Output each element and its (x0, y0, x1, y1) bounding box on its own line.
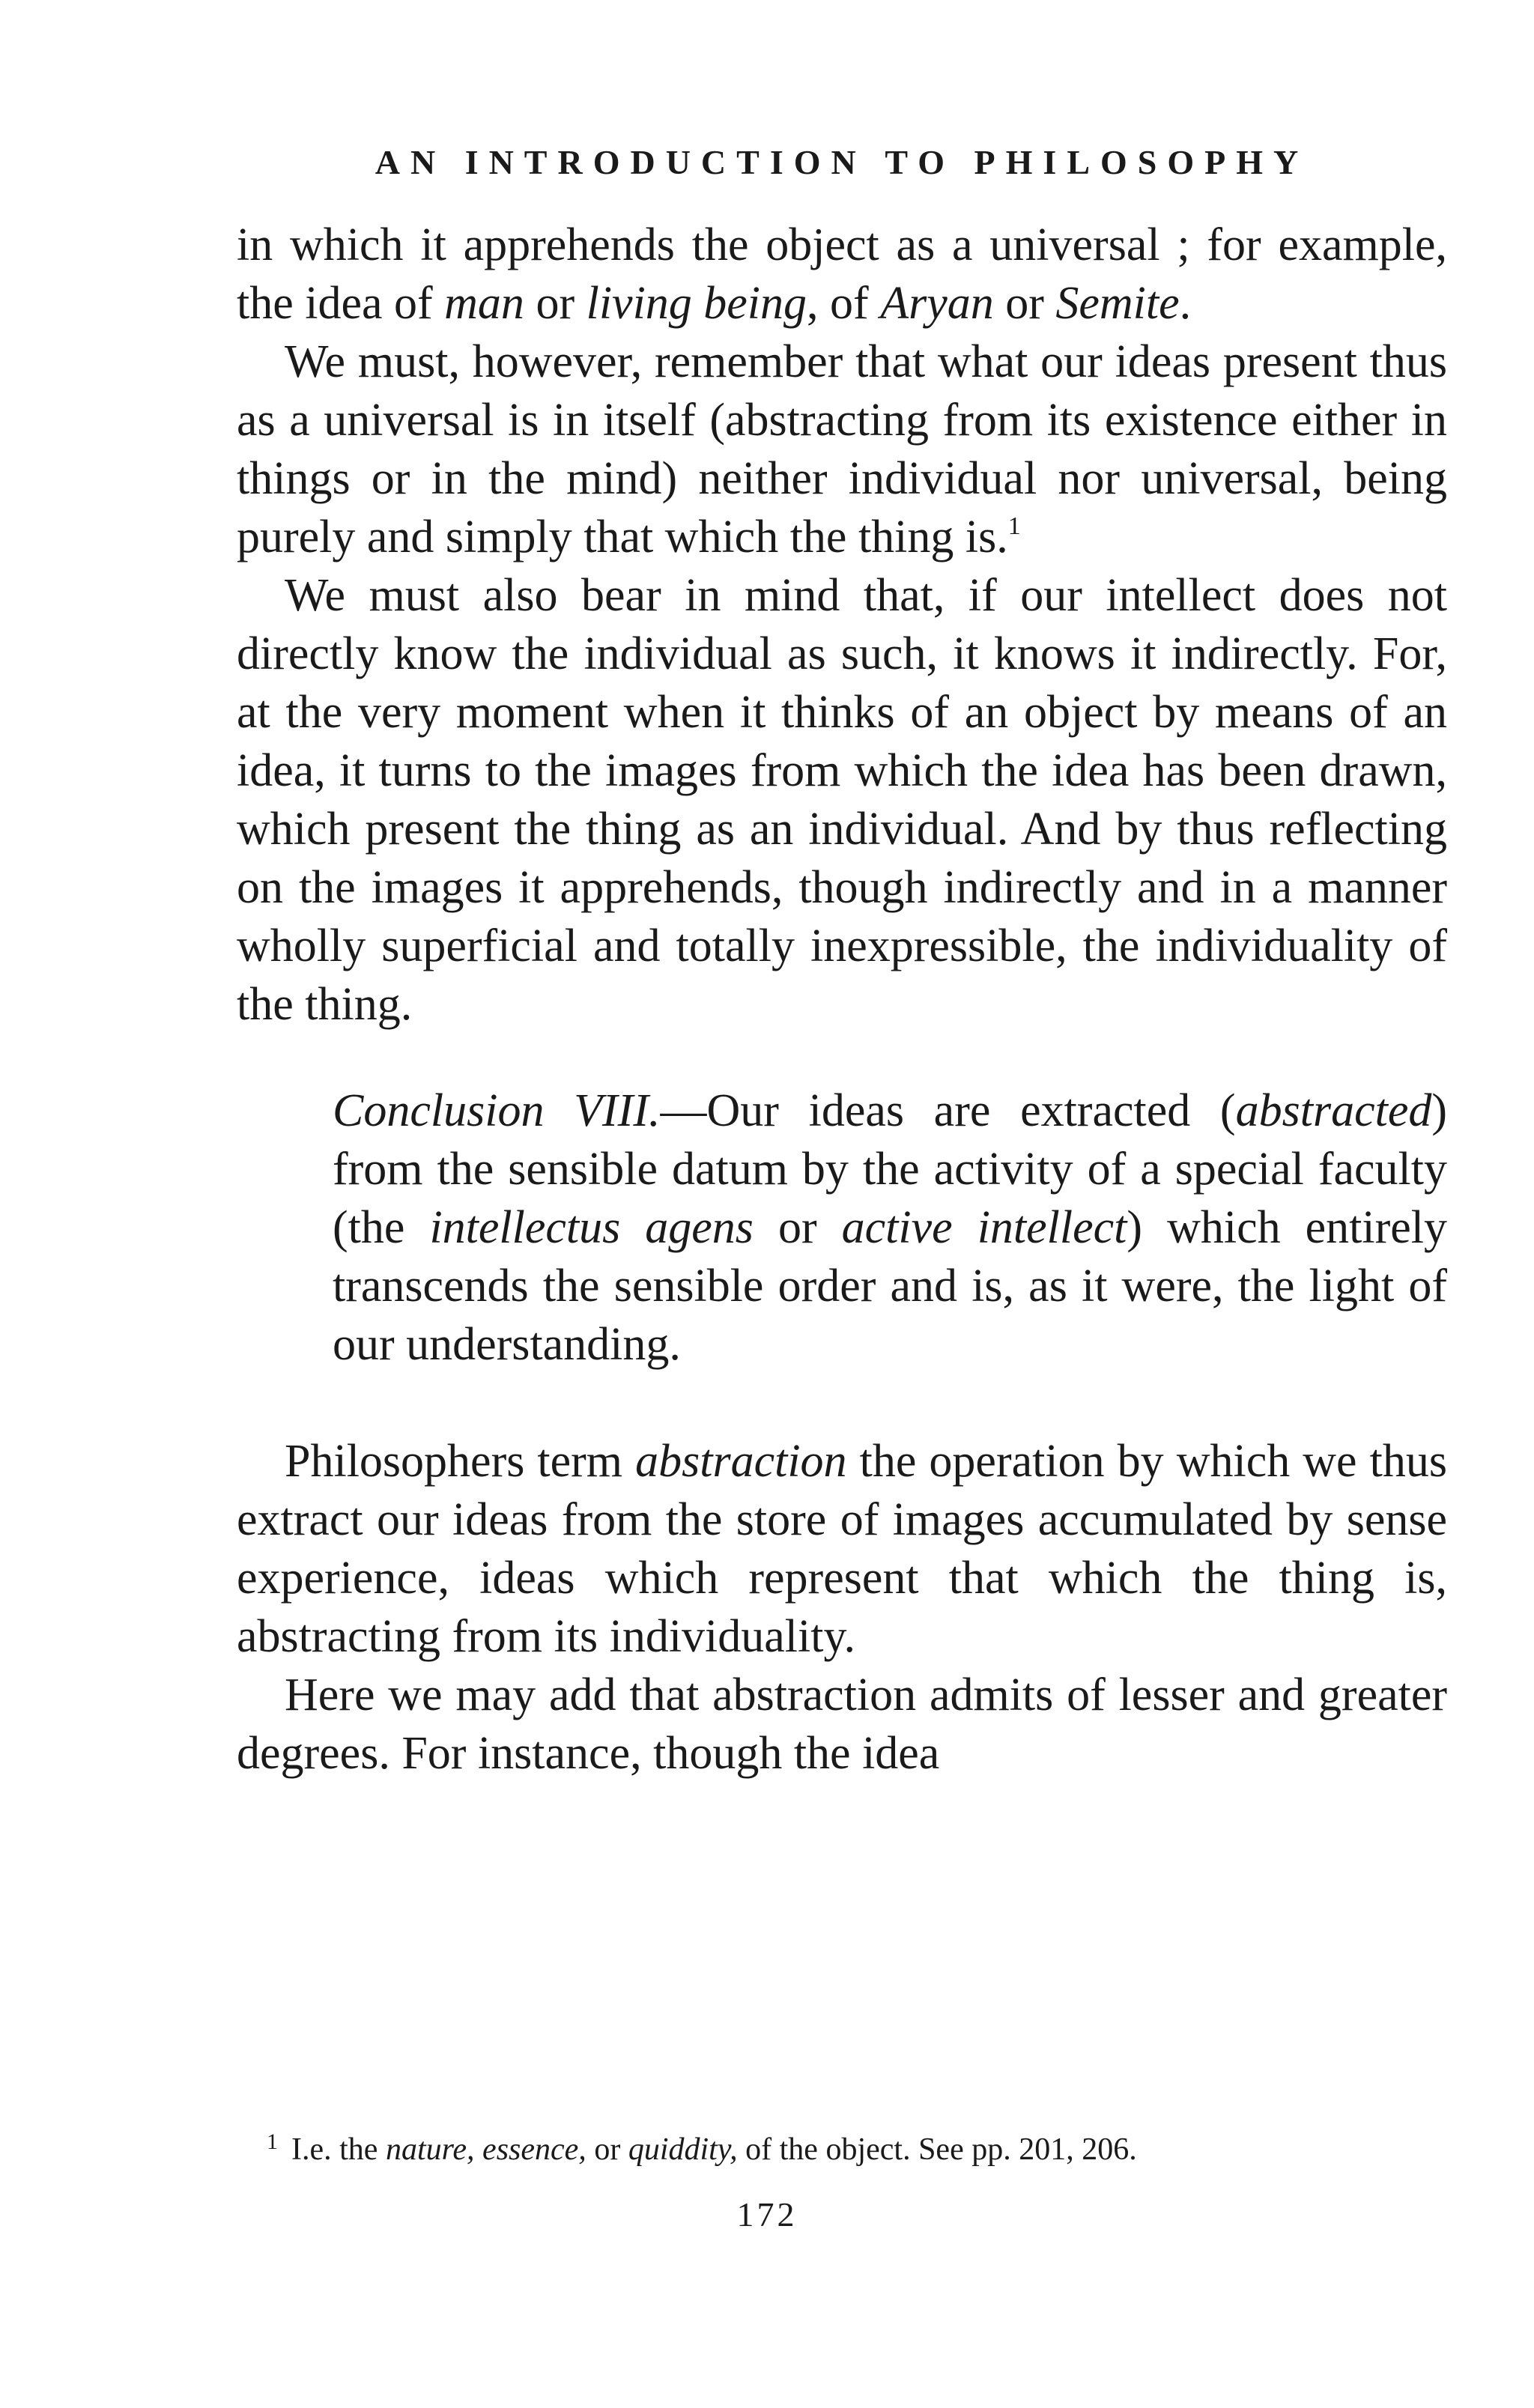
paragraph-5: Here we may add that abstraction admits of lesser and greater degrees. For instance, though the idea (237, 1669, 1447, 1779)
conclusion-block: Conclusion VIII.—Our ideas are extracted (abstracted) from the sensible datum by the activity of a special faculty (the intellectus agens or active intellect) which entirely transcends the sensible order and is, as it were, the light of our understanding. (333, 1085, 1447, 1370)
page-number: 172 (736, 2195, 798, 2233)
paragraph-1: in which it apprehends the object as a universal ; for example, the idea of man or living being, of Aryan or Semite. (237, 219, 1447, 329)
paragraph-2: We must, however, remember that what our ideas present thus as a universal is in itself (abstracting from its existence either in things or in the mind) neither individual nor universal, being purely and simply that which the thing is.$^1$ (237, 336, 1447, 562)
italic-term: intellectus agens (429, 1202, 754, 1253)
italic-term: abstracted (1235, 1085, 1432, 1136)
running-head: AN INTRODUCTION TO PHILOSOPHY (375, 143, 1309, 181)
paragraph-4: Philosophers term abstraction the operation by which we thus extract our ideas from the store of images accumulated by sense experience, ideas which represent that which the thing is, abstracting from its individuality. (237, 1436, 1447, 1662)
footnote-mark: 1 (267, 2129, 278, 2154)
italic-term: man (444, 278, 524, 329)
italic-term: quiddity, (628, 2132, 738, 2167)
conclusion-label: Conclusion VIII. (333, 1085, 661, 1136)
italic-term: living being (586, 278, 807, 329)
paragraph-3: We must also bear in mind that, if our intellect does not directly know the individual as such, it knows it indirectly. For, at the very moment when it thinks of an object by means of an idea, it turns to the images from which the idea has been drawn, which present the thing as an individual. And by thus reflecting on the images it apprehends, though indirectly and in a manner wholly superficial and totally inexpressible, the individuality of the thing. (237, 570, 1447, 1030)
italic-term: Semite (1055, 278, 1180, 329)
footnote-reference: 1 (1007, 512, 1021, 540)
italic-term: Aryan (880, 278, 994, 329)
italic-term: abstraction (635, 1436, 847, 1487)
body-text (237, 216, 1447, 1783)
italic-term: nature, essence, (385, 2132, 586, 2167)
footnote: $^1$ I.e. the nature, essence, or quiddity, of the object. See pp. 201, 206. (267, 2129, 1137, 2167)
italic-term: active intellect (841, 1202, 1127, 1253)
